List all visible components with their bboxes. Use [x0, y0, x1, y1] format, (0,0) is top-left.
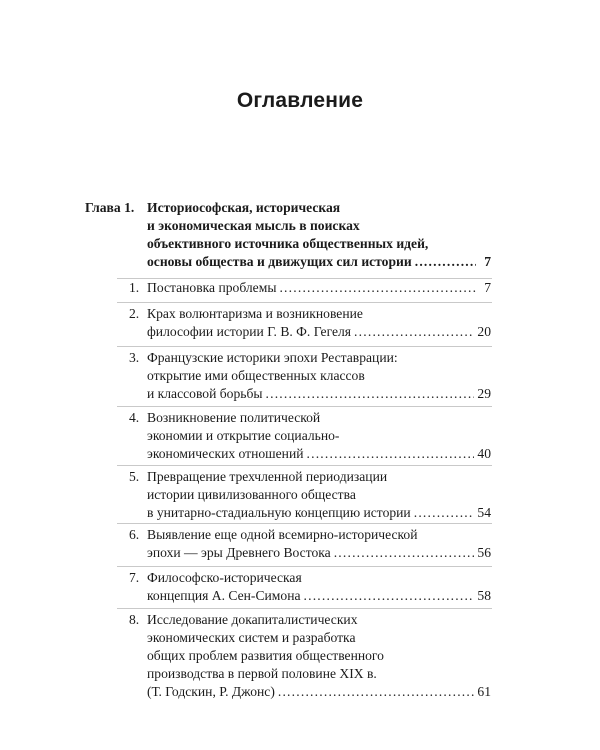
- dot-leader: [354, 323, 474, 341]
- toc-section-2[interactable]: [129, 305, 491, 341]
- section-number: 2.: [129, 306, 140, 321]
- dot-leader: [266, 385, 475, 403]
- toc-section-4[interactable]: [129, 409, 491, 463]
- chapter-title-line: основы общества и движущих сил истории: [147, 254, 412, 269]
- page-number: 56: [477, 545, 491, 560]
- toc-chapter-1[interactable]: [85, 199, 491, 271]
- divider: [117, 523, 492, 524]
- page-number: 58: [477, 588, 491, 603]
- divider: [117, 465, 492, 466]
- section-number: 7.: [129, 570, 140, 585]
- divider: [117, 566, 492, 567]
- page-number: 20: [477, 324, 491, 339]
- section-title-line: экономии и открытие социально-: [147, 428, 340, 443]
- section-title-line: в унитарно-стадиальную концепцию истории: [147, 505, 411, 520]
- section-title-line: производства в первой половине XIX в.: [147, 666, 377, 681]
- section-title-line: Постановка проблемы: [147, 280, 277, 295]
- dot-leader: [279, 279, 476, 297]
- page-title: Оглавление: [236, 89, 364, 112]
- chapter-title-line: объективного источника общественных идей,: [147, 236, 429, 251]
- section-title-line: эпохи — эры Древнего Востока: [147, 545, 331, 560]
- toc-section-1[interactable]: [129, 279, 491, 297]
- section-number: 4.: [129, 410, 140, 425]
- section-number: 8.: [129, 612, 140, 627]
- section-number: 1.: [129, 280, 140, 295]
- dot-leader: [307, 445, 475, 463]
- divider: [117, 346, 492, 347]
- section-title-line: общих проблем развития общественного: [147, 648, 384, 663]
- chapter-title-line: и экономическая мысль в поисках: [147, 218, 360, 233]
- section-title-line: философии истории Г. В. Ф. Гегеля: [147, 324, 352, 339]
- section-title-line: экономических систем и разработка: [147, 630, 356, 645]
- section-title-line: концепция А. Сен-Симона: [147, 588, 301, 603]
- section-number: 3.: [129, 350, 140, 365]
- page-number: 61: [477, 684, 491, 699]
- page-number: 7: [484, 280, 491, 295]
- page-number: 40: [477, 446, 491, 461]
- toc-section-5[interactable]: [129, 468, 491, 522]
- toc-section-7[interactable]: [129, 569, 491, 605]
- section-title-line: Возникновение политической: [147, 410, 321, 425]
- dot-leader: [415, 253, 476, 271]
- dot-leader: [414, 504, 475, 522]
- section-number: 5.: [129, 469, 140, 484]
- page-number: 29: [477, 386, 491, 401]
- section-title-line: Выявление еще одной всемирно-исторической: [147, 527, 418, 542]
- section-title-line: Крах волюнтаризма и возникновение: [147, 306, 363, 321]
- section-title-line: Философско-историческая: [147, 570, 302, 585]
- section-title-line: Превращение трехчленной периодизации: [147, 469, 388, 484]
- toc-section-3[interactable]: [129, 349, 491, 403]
- section-number: 6.: [129, 527, 140, 542]
- divider: [117, 406, 492, 407]
- section-title-line: (Т. Годскин, Р. Джонс): [147, 684, 275, 699]
- toc-section-6[interactable]: [129, 526, 491, 562]
- page-number: 7: [484, 254, 491, 269]
- dot-leader: [334, 544, 475, 562]
- section-title-line: Французские историки эпохи Реставрации:: [147, 350, 398, 365]
- section-title-line: экономических отношений: [147, 446, 304, 461]
- divider: [117, 608, 492, 609]
- divider: [117, 302, 492, 303]
- toc-section-8[interactable]: [129, 611, 491, 701]
- section-title-line: истории цивилизованного общества: [147, 487, 356, 502]
- dot-leader: [278, 683, 475, 701]
- dot-leader: [304, 587, 475, 605]
- section-title-line: Исследование докапиталистических: [147, 612, 358, 627]
- section-title-line: открытие ими общественных классов: [147, 368, 365, 383]
- chapter-number: Глава 1.: [85, 200, 135, 215]
- chapter-title-line: Историософская, историческая: [147, 200, 341, 215]
- section-title-line: и классовой борьбы: [147, 386, 263, 401]
- page-number: 54: [477, 505, 491, 520]
